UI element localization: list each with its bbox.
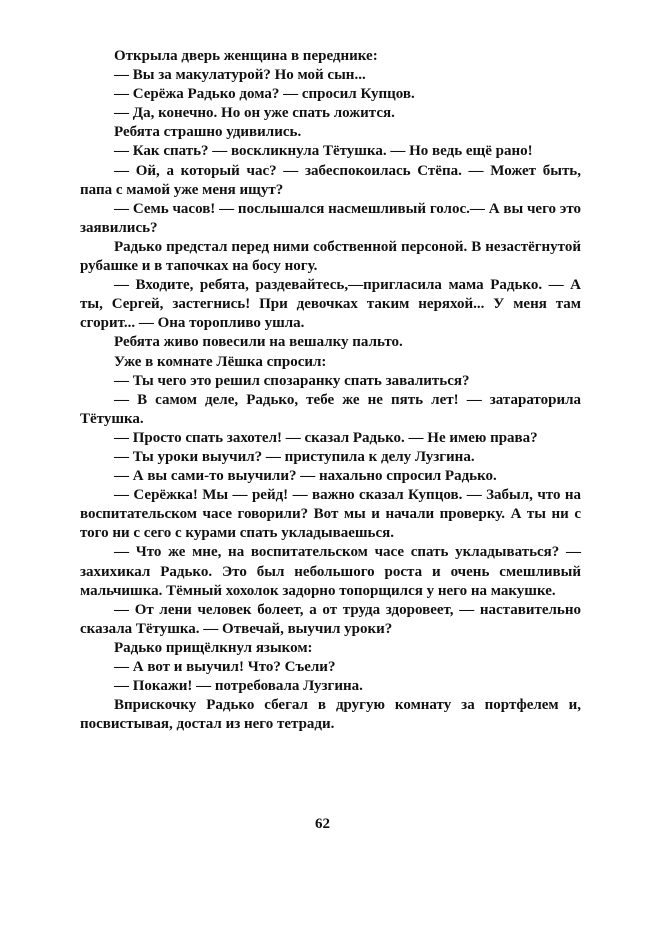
text-paragraph: — Ты чего это решил спозаранку спать завалиться? (114, 372, 470, 389)
text-paragraph: — От лени человек болеет, а от труда здоровеет, — наставительно сказала Тётушка. — Отвечай, выучил уроки? (80, 601, 581, 637)
text-paragraph: — Серёжа Радько дома? — спросил Купцов. (114, 86, 415, 103)
text-paragraph: Радько прищёлкнул языком: (114, 639, 313, 656)
text-paragraph: — Покажи! — потребовала Лузгина. (114, 678, 363, 695)
text-paragraph: Ребята страшно удивились. (114, 124, 302, 141)
text-paragraph: — Ты уроки выучил? — приступила к делу Лузгина. (114, 448, 475, 465)
text-paragraph: — Входите, ребята, раздевайтесь,—пригласила мама Радько. — А ты, Сергей, застегнись! При девочках таким неряхой... У меня там сгорит... — Она торопливо ушла. (80, 277, 581, 332)
text-paragraph: — Просто спать захотел! — сказал Радько. — Не имею права? (114, 429, 538, 446)
text-paragraph: Открыла дверь женщина в переднике: (114, 48, 378, 64)
text-paragraph: — Серёжка! Мы — рейд! — важно сказал Купцов. — Забыл, что на воспитательском часе говорили? Вот мы и начали проверку. А ты ни с того ни с сего с курами спать укладываешься. (80, 487, 581, 542)
text-paragraph: — Да, конечно. Но он уже спать ложится. (114, 105, 395, 122)
book-page-text (80, 47, 581, 734)
text-paragraph: — Вы за макулатурой? Но мой сын... (114, 67, 366, 84)
text-paragraph: — А вот и выучил! Что? Съели? (114, 659, 336, 675)
text-paragraph: Радько предстал перед ними собственной персоной. В незастёгнутой рубашке и в тапочках на босу ногу. (80, 238, 581, 275)
text-paragraph: — Ой, а который час? — забеспокоилась Стёпа. — Может быть, папа с мамой уже меня ищут? (80, 162, 581, 198)
text-paragraph: — Что же мне, на воспитательском часе спать укладываться? — захихикал Радько. Это был небольшого роста и очень смешливый мальчишка. Тёмный хохолок задорно топорщился у него на макушке. (80, 544, 581, 599)
text-paragraph: Уже в комнате Лёшка спросил: (114, 353, 327, 370)
text-paragraph: — В самом деле, Радько, тебе же не пять лет! — затараторила Тётушка. (80, 391, 581, 427)
text-paragraph: Вприскочку Радько сбегал в другую комнату за портфелем и, посвистывая, достал из него тетради. (80, 697, 581, 733)
page-number: 62 (315, 816, 330, 832)
text-paragraph: — Как спать? — воскликнула Тётушка. — Но ведь ещё рано! (114, 143, 533, 160)
text-paragraph: — Семь часов! — послышался насмешливый голос.— А вы чего это заявились? (80, 200, 581, 236)
text-paragraph: — А вы сами-то выучили? — нахально спросил Радько. (114, 468, 497, 485)
text-paragraph: Ребята живо повесили на вешалку пальто. (114, 334, 403, 351)
